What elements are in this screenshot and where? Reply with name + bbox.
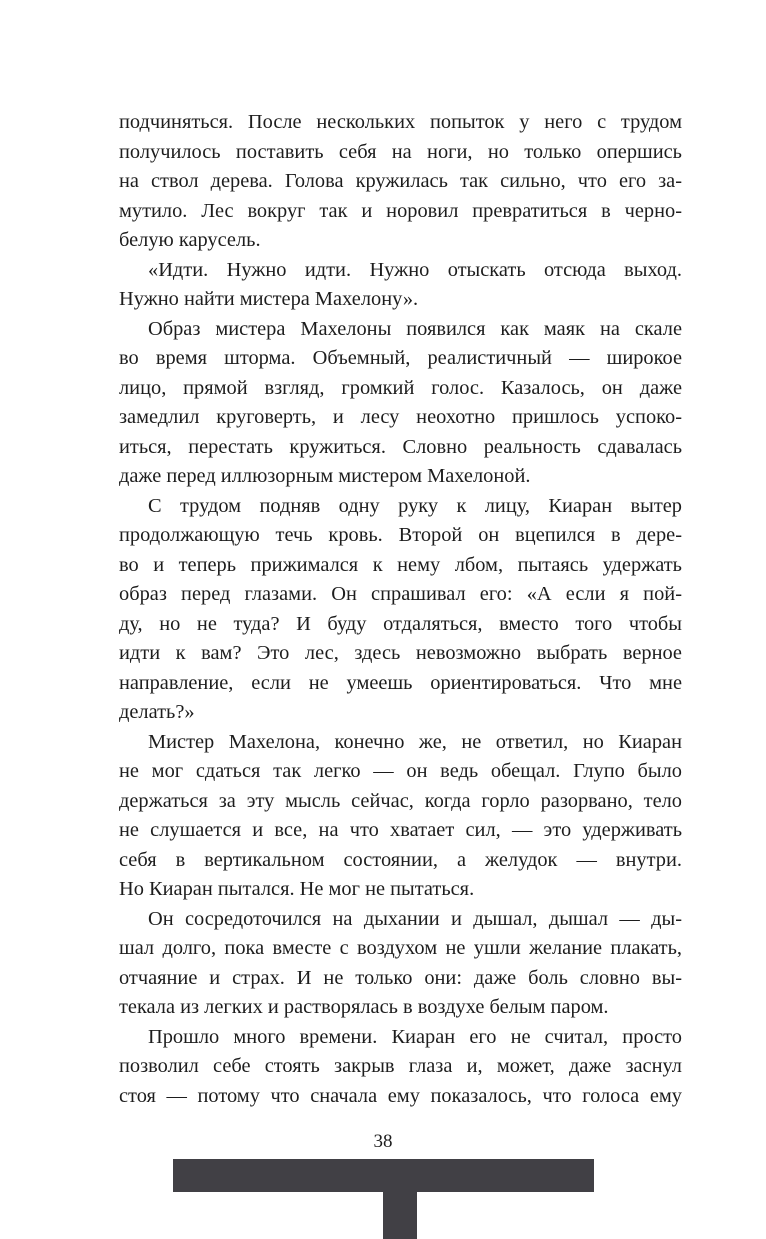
text-line: замедлил круговерть, и лесу неохотно пришлось успоко- [119, 406, 682, 428]
page-body-text [119, 108, 682, 1111]
text-line: идти к вам? Это лес, здесь невозможно выбрать верное [119, 642, 682, 664]
text-line: получилось поставить себя на ноги, но только опершись [119, 140, 682, 163]
text-line: стоя — потому что сначала ему показалось, что голоса ему [119, 1084, 682, 1107]
text-line: Прошло много времени. Киаран его не считал, просто [148, 1025, 682, 1048]
text-line: Нужно найти мистера Махелону». [119, 288, 419, 310]
text-line: лицо, прямой взгляд, громкий голос. Казалось, он даже [119, 376, 682, 399]
text-line: текала из легких и растворялась в воздухе белым паром. [119, 996, 609, 1018]
text-line: Он сосредоточился на дыхании и дышал, дышал — ды- [148, 907, 682, 930]
text-line: ду, но не туда? И буду отдаляться, вместо того чтобы [119, 612, 682, 635]
text-line: отчаяние и страх. И не только они: даже боль словно вы- [119, 966, 682, 989]
text-line: во время шторма. Объемный, реалистичный — широкое [119, 347, 682, 369]
text-line: во и теперь прижимался к нему лбом, пытаясь удержать [119, 553, 682, 576]
page-number: 38 [373, 1131, 393, 1152]
text-line: держаться за эту мысль сейчас, когда горло разорвано, тело [119, 789, 682, 812]
text-line: «Идти. Нужно идти. Нужно отыскать отсюда выход. [148, 258, 682, 281]
text-line: делать?» [119, 701, 195, 723]
text-line: иться, перестать кружиться. Словно реальность сдавалась [119, 435, 682, 458]
text-line: мутило. Лес вокруг так и норовил превратиться в черно- [119, 199, 682, 222]
text-line: образ перед глазами. Он спрашивал его: «А если я пой- [119, 583, 682, 605]
text-line: не слушается и все, на что хватает сил, — это удерживать [119, 819, 682, 841]
footer-decorative-tab [383, 1192, 417, 1239]
text-line: белую карусель. [119, 229, 261, 251]
text-line: С трудом подняв одну руку к лицу, Киаран вытер [148, 494, 682, 517]
text-line: подчиняться. После нескольких попыток у него с трудом [119, 111, 682, 133]
text-line: направление, если не умеешь ориентироваться. Что мне [119, 671, 682, 694]
footer-decorative-bar [173, 1159, 594, 1192]
text-line: на ствол дерева. Голова кружилась так сильно, что его за- [119, 170, 682, 192]
text-line: шал долго, пока вместе с воздухом не ушли желание плакать, [119, 937, 682, 959]
text-line: себя в вертикальном состоянии, а желудок — внутри. [119, 848, 682, 871]
text-line: не мог сдаться так легко — он ведь обещал. Глупо было [119, 760, 682, 782]
text-line: позволил себе стоять закрыв глаза и, может, даже заснул [119, 1055, 682, 1077]
text-line: продолжающую течь кровь. Второй он вцепился в дере- [119, 524, 682, 546]
text-line: Образ мистера Махелоны появился как маяк на скале [148, 317, 682, 340]
text-line: Но Киаран пытался. Не мог не пытаться. [119, 878, 475, 900]
text-line: Мистер Махелона, конечно же, не ответил, но Киаран [148, 730, 682, 753]
text-line: даже перед иллюзорным мистером Махелоной. [119, 465, 531, 487]
